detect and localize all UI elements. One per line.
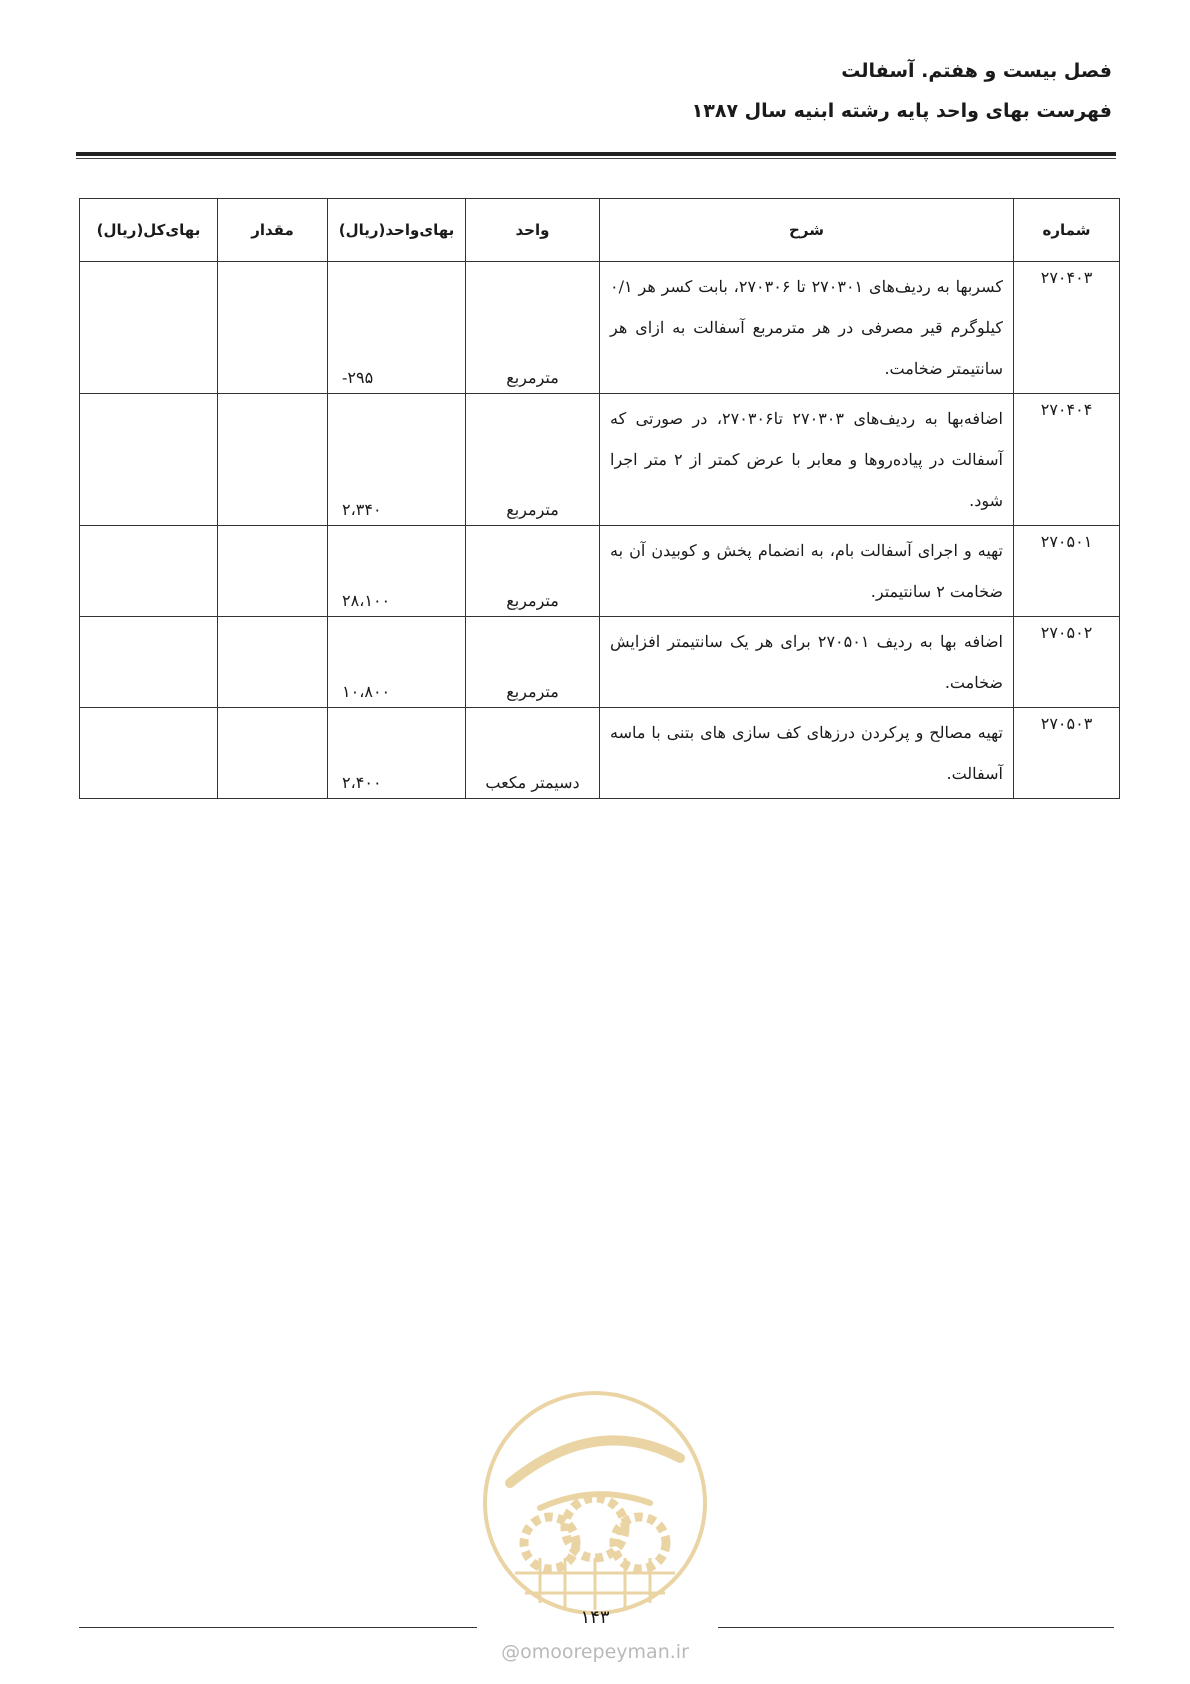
cell-quantity — [218, 262, 328, 394]
col-header-unit: واحد — [466, 199, 600, 262]
table-row — [80, 617, 1120, 708]
cell-quantity — [218, 526, 328, 617]
cell-total-price — [80, 708, 218, 799]
cell-total-price — [80, 262, 218, 394]
price-table — [79, 198, 1120, 799]
chapter-title: فصل بیست و هفتم. آسفالت — [841, 60, 1112, 82]
cell-unit: مترمربع — [466, 262, 600, 394]
cell-description: تهیه و اجرای آسفالت بام، به انضمام پخش و کوبیدن آن به ضخامت ۲ سانتیمتر. — [600, 526, 1014, 617]
page-number: ۱۴۳ — [580, 1607, 610, 1628]
cell-unit: دسیمتر مکعب — [466, 708, 600, 799]
cell-unit-price: ۱۰،۸۰۰ — [328, 617, 466, 708]
cell-number: ۲۷۰۴۰۴ — [1014, 394, 1120, 526]
watermark-logo — [480, 1388, 710, 1618]
col-header-total-price: بهای‌کل(ریال) — [80, 199, 218, 262]
col-header-quantity: مقدار — [218, 199, 328, 262]
col-header-number: شماره — [1014, 199, 1120, 262]
cell-unit: مترمربع — [466, 526, 600, 617]
cell-number: ۲۷۰۵۰۱ — [1014, 526, 1120, 617]
footer-rule-left — [79, 1627, 477, 1628]
table-row — [80, 394, 1120, 526]
cell-number: ۲۷۰۵۰۳ — [1014, 708, 1120, 799]
cell-number: ۲۷۰۵۰۲ — [1014, 617, 1120, 708]
cell-unit-price: ۲،۳۴۰ — [328, 394, 466, 526]
col-header-description: شرح — [600, 199, 1014, 262]
list-title: فهرست بهای واحد پایه رشته ابنیه سال ۱۳۸۷ — [691, 100, 1112, 122]
cell-quantity — [218, 617, 328, 708]
cell-total-price — [80, 394, 218, 526]
cell-total-price — [80, 617, 218, 708]
cell-quantity — [218, 394, 328, 526]
header-rule-thick — [76, 152, 1116, 156]
cell-number: ۲۷۰۴۰۳ — [1014, 262, 1120, 394]
cell-unit-price: ۲۸،۱۰۰ — [328, 526, 466, 617]
cell-description: اضافه بها به ردیف ۲۷۰۵۰۱ برای هر یک سانتیمتر افزایش ضخامت. — [600, 617, 1014, 708]
header-rule-thin — [76, 158, 1116, 159]
page-header — [72, 58, 1112, 124]
cell-total-price — [80, 526, 218, 617]
cell-unit: مترمربع — [466, 394, 600, 526]
cell-description: تهیه مصالح و پرکردن درزهای کف سازی های بتنی با ماسه آسفالت. — [600, 708, 1014, 799]
watermark-url: @omoorepeyman.ir — [501, 1641, 689, 1663]
col-header-unit-price: بهای‌واحد(ریال) — [328, 199, 466, 262]
cell-unit: مترمربع — [466, 617, 600, 708]
table-header-row — [80, 199, 1120, 262]
cell-description: کسربها به ردیف‌های ۲۷۰۳۰۱ تا ۲۷۰۳۰۶، بابت کسر هر ۰/۱ کیلوگرم قیر مصرفی در هر مترمربع آسفالت به ازای هر سانتیمتر ضخامت. — [600, 262, 1014, 394]
cell-description: اضافه‌بها به ردیف‌های ۲۷۰۳۰۳ تا۲۷۰۳۰۶، در صورتی که آسفالت در پیاده‌روها و معابر با عرض کمتر از ۲ متر اجرا شود. — [600, 394, 1014, 526]
footer-rule-right — [718, 1627, 1114, 1628]
cell-quantity — [218, 708, 328, 799]
table-row — [80, 708, 1120, 799]
cell-unit-price: ۲۹۵- — [328, 262, 466, 394]
table-row — [80, 262, 1120, 394]
table-row — [80, 526, 1120, 617]
cell-unit-price: ۲،۴۰۰ — [328, 708, 466, 799]
